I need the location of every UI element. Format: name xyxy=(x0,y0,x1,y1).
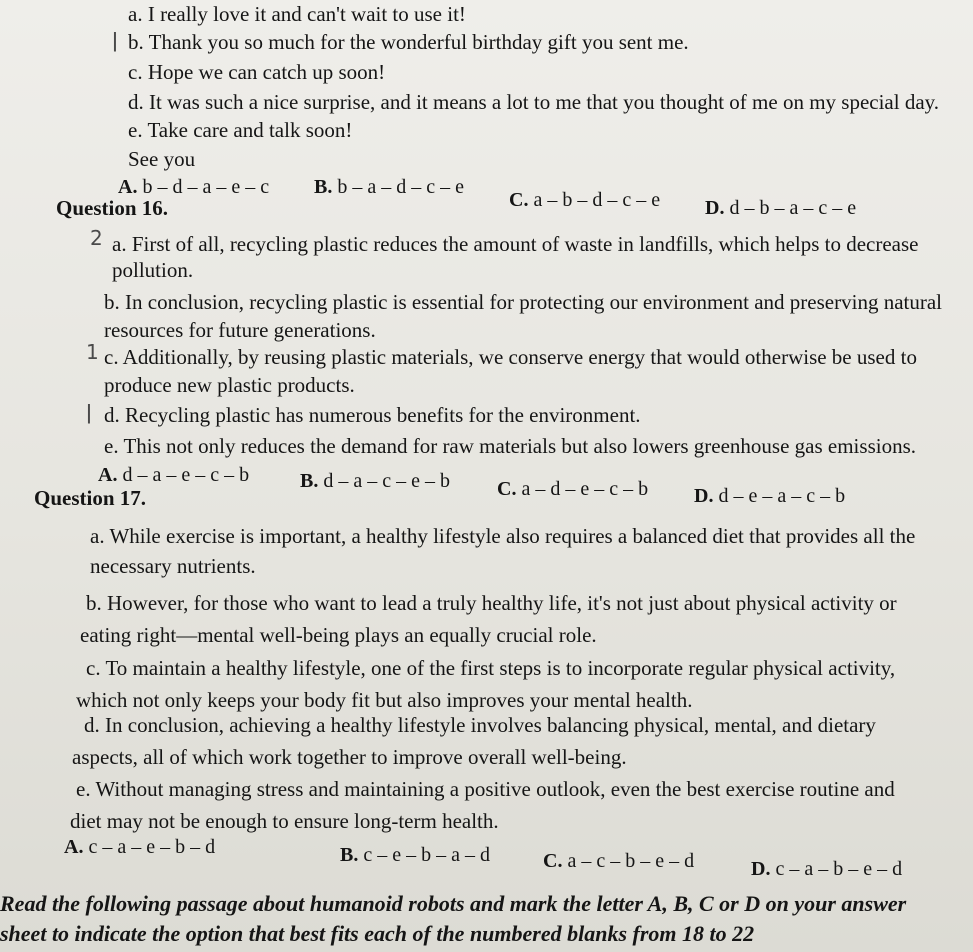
q15-sentence-b: b. Thank you so much for the wonderful birthday gift you sent me. xyxy=(128,30,689,54)
q17-line-3: b. However, for those who want to lead a truly healthy life, it's not just about physical activity or xyxy=(86,591,897,615)
q15-option-d[interactable]: D. d – b – a – c – e xyxy=(705,197,857,219)
q16-line-3: b. In conclusion, recycling plastic is essential for protecting our environment and preserving natural xyxy=(104,290,943,314)
q16-line-7: d. Recycling plastic has numerous benefits for the environment. xyxy=(104,403,641,427)
handwritten-mark: ǀ xyxy=(86,400,92,424)
q17-line-10: diet may not be enough to ensure long-term health. xyxy=(70,809,499,833)
handwritten-mark: 1 xyxy=(86,340,99,364)
q16-option-d[interactable]: D. d – e – a – c – b xyxy=(694,485,846,507)
question-16-heading: Question 16. xyxy=(56,196,169,220)
q16-option-b[interactable]: B. d – a – c – e – b xyxy=(300,470,450,492)
handwritten-mark: ǀ xyxy=(112,28,118,52)
q17-line-8: aspects, all of which work together to improve overall well-being. xyxy=(72,745,627,769)
q17-option-a[interactable]: A. c – a – e – b – d xyxy=(64,836,216,858)
passage-instruction-line-2: sheet to indicate the option that best fits each of the numbered blanks from 18 to 22 xyxy=(0,921,755,946)
passage-instruction-line-1: Read the following passage about humanoid robots and mark the letter A, B, C or D on your answer xyxy=(0,891,907,916)
q15-closing: See you xyxy=(128,147,196,171)
q17-option-c[interactable]: C. a – c – b – e – d xyxy=(543,850,695,872)
q17-line-5: c. To maintain a healthy lifestyle, one of the first steps is to incorporate regular physical activity, xyxy=(86,656,896,680)
q17-option-b[interactable]: B. c – e – b – a – d xyxy=(340,844,490,866)
q17-line-1: a. While exercise is important, a healthy lifestyle also requires a balanced diet that provides all the xyxy=(90,524,916,548)
q17-line-6: which not only keeps your body fit but also improves your mental health. xyxy=(76,688,693,712)
q17-option-d[interactable]: D. c – a – b – e – d xyxy=(751,858,903,880)
q16-option-c[interactable]: C. a – d – e – c – b xyxy=(497,478,649,500)
q16-line-2: pollution. xyxy=(112,258,194,282)
q17-line-7: d. In conclusion, achieving a healthy lifestyle involves balancing physical, mental, and dietary xyxy=(84,713,876,737)
q15-sentence-a: a. I really love it and can't wait to use it! xyxy=(128,2,466,26)
q15-option-c[interactable]: C. a – b – d – c – e xyxy=(509,189,661,211)
handwritten-mark: 2 xyxy=(90,226,103,250)
question-17-heading: Question 17. xyxy=(34,486,147,510)
q16-line-8: e. This not only reduces the demand for raw materials but also lowers greenhouse gas emissions. xyxy=(104,434,916,458)
q17-line-2: necessary nutrients. xyxy=(90,554,256,578)
q16-line-5: c. Additionally, by reusing plastic materials, we conserve energy that would otherwise be used to xyxy=(104,345,917,369)
q15-option-a[interactable]: A. b – d – a – e – c xyxy=(118,176,270,198)
q16-line-4: resources for future generations. xyxy=(104,318,376,342)
q15-option-b[interactable]: B. b – a – d – c – e xyxy=(314,176,464,198)
q16-option-a[interactable]: A. d – a – e – c – b xyxy=(98,464,250,486)
q17-line-4: eating right—mental well-being plays an equally crucial role. xyxy=(80,623,597,647)
q15-sentence-e: e. Take care and talk soon! xyxy=(128,118,353,142)
q17-line-9: e. Without managing stress and maintaining a positive outlook, even the best exercise routine and xyxy=(76,777,895,801)
q16-line-1: a. First of all, recycling plastic reduces the amount of waste in landfills, which helps to decrease xyxy=(112,232,919,256)
q15-sentence-d: d. It was such a nice surprise, and it means a lot to me that you thought of me on my special day. xyxy=(128,90,940,114)
q15-sentence-c: c. Hope we can catch up soon! xyxy=(128,60,386,84)
q16-line-6: produce new plastic products. xyxy=(104,373,355,397)
